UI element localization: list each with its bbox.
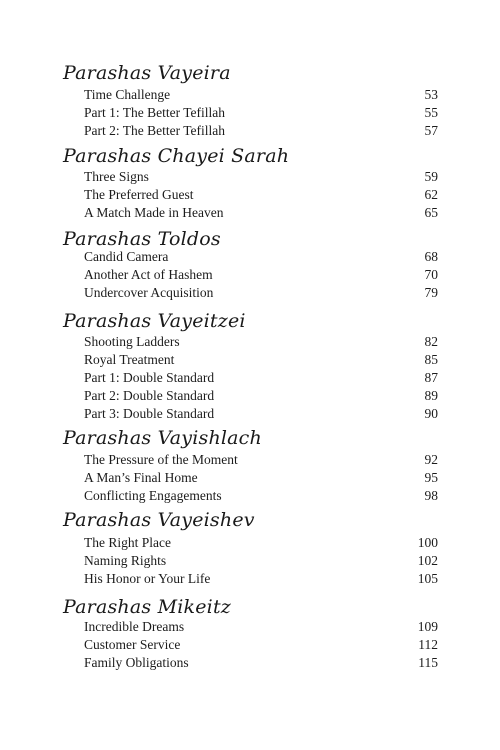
entry-title: Customer Service xyxy=(84,637,181,652)
toc-entry[interactable] xyxy=(0,204,500,222)
entry-title: Another Act of Hashem xyxy=(84,267,213,282)
entry-page-number: 70 xyxy=(424,267,438,282)
entry-title: Time Challenge xyxy=(84,87,171,102)
entry-page-number: 98 xyxy=(424,488,438,503)
section-heading: Parashas Chayei Sarah xyxy=(63,145,290,167)
entry-title: The Right Place xyxy=(84,535,171,550)
entry-title: Family Obligations xyxy=(84,655,189,670)
toc-entry[interactable] xyxy=(0,86,500,104)
toc-entry[interactable] xyxy=(0,122,500,140)
entry-page-number: 102 xyxy=(417,553,438,568)
entry-title: Undercover Acquisition xyxy=(84,285,214,300)
toc-entry[interactable] xyxy=(0,248,500,266)
entry-page-number: 85 xyxy=(424,352,438,367)
entry-title: Royal Treatment xyxy=(84,352,175,367)
toc-entry[interactable] xyxy=(0,104,500,122)
section-heading: Parashas Vayeishev xyxy=(63,509,255,531)
section-heading: Parashas Toldos xyxy=(63,228,221,250)
entry-title: The Pressure of the Moment xyxy=(84,452,238,467)
toc-entry[interactable] xyxy=(0,284,500,302)
entry-title: His Honor or Your Life xyxy=(84,571,211,586)
section-heading: Parashas Vayeitzei xyxy=(63,310,246,332)
entry-page-number: 57 xyxy=(424,123,438,138)
entry-page-number: 53 xyxy=(424,87,438,102)
toc-entry[interactable] xyxy=(0,487,500,505)
entry-title: Part 2: The Better Tefillah xyxy=(84,123,226,138)
entry-page-number: 79 xyxy=(424,285,438,300)
entry-title: Conflicting Engagements xyxy=(84,488,222,503)
entry-title: Part 2: Double Standard xyxy=(84,388,215,403)
toc-entry[interactable] xyxy=(0,168,500,186)
entry-title: Part 1: Double Standard xyxy=(84,370,215,385)
entry-page-number: 92 xyxy=(424,452,438,467)
entry-page-number: 105 xyxy=(417,571,438,586)
entry-page-number: 90 xyxy=(424,406,438,421)
toc-entry[interactable] xyxy=(0,387,500,405)
toc-entry[interactable] xyxy=(0,333,500,351)
entry-title: Part 3: Double Standard xyxy=(84,406,215,421)
entry-title: The Preferred Guest xyxy=(84,187,194,202)
section-heading: Parashas Vayeira xyxy=(63,62,231,84)
entry-title: Incredible Dreams xyxy=(84,619,185,634)
entry-page-number: 68 xyxy=(424,249,438,264)
section-heading: Parashas Vayishlach xyxy=(63,427,262,449)
entry-page-number: 55 xyxy=(424,105,438,120)
toc-entry[interactable] xyxy=(0,451,500,469)
toc-entry[interactable] xyxy=(0,654,500,672)
entry-page-number: 87 xyxy=(424,370,438,385)
toc-entry[interactable] xyxy=(0,636,500,654)
entry-title: Candid Camera xyxy=(84,249,169,264)
toc-entry[interactable] xyxy=(0,534,500,552)
entry-page-number: 112 xyxy=(418,637,438,652)
entry-page-number: 100 xyxy=(417,535,438,550)
entry-title: A Match Made in Heaven xyxy=(84,205,224,220)
entry-title: Naming Rights xyxy=(84,553,167,568)
entry-title: Part 1: The Better Tefillah xyxy=(84,105,226,120)
toc-entry[interactable] xyxy=(0,405,500,423)
toc-entry[interactable] xyxy=(0,266,500,284)
entry-title: Three Signs xyxy=(84,169,149,184)
entry-page-number: 109 xyxy=(417,619,438,634)
toc-entry[interactable] xyxy=(0,186,500,204)
entry-title: A Man’s Final Home xyxy=(84,470,198,485)
toc-entry[interactable] xyxy=(0,469,500,487)
section-heading: Parashas Mikeitz xyxy=(63,596,231,618)
entry-page-number: 65 xyxy=(424,205,438,220)
toc-entry[interactable] xyxy=(0,369,500,387)
entry-title: Shooting Ladders xyxy=(84,334,180,349)
toc-entry[interactable] xyxy=(0,618,500,636)
entry-page-number: 62 xyxy=(424,187,438,202)
toc-entry[interactable] xyxy=(0,552,500,570)
entry-page-number: 115 xyxy=(418,655,438,670)
entry-page-number: 89 xyxy=(424,388,438,403)
entry-page-number: 59 xyxy=(424,169,438,184)
entry-page-number: 82 xyxy=(424,334,438,349)
toc-entry[interactable] xyxy=(0,570,500,588)
toc-entry[interactable] xyxy=(0,351,500,369)
entry-page-number: 95 xyxy=(424,470,438,485)
